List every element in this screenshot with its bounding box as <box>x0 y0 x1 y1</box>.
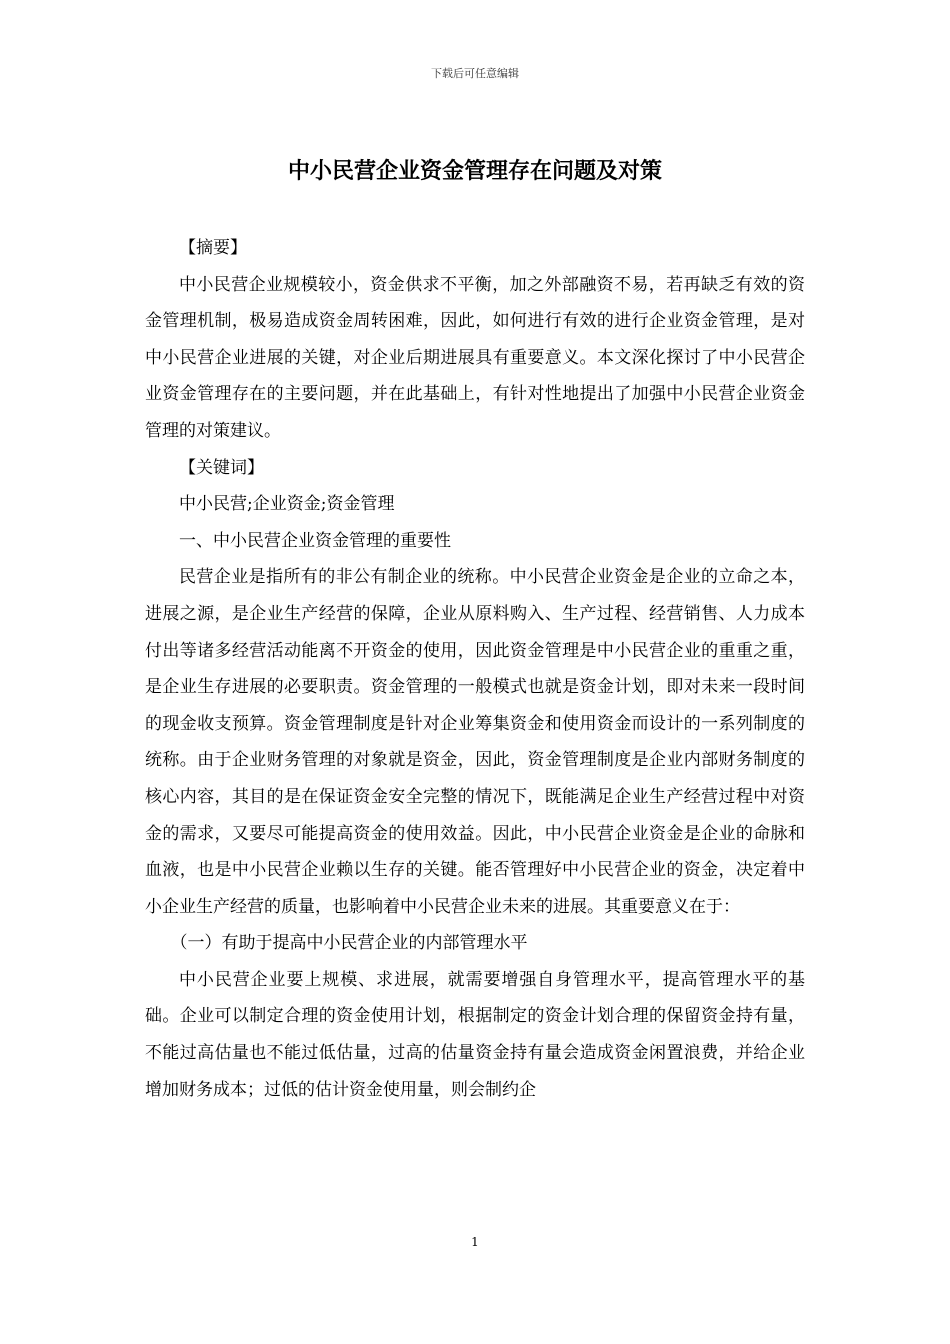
abstract-paragraph: 中小民营企业规模较小，资金供求不平衡，加之外部融资不易，若再缺乏有效的资金管理机制，极易造成资金周转困难，因此，如何进行有效的进行企业资金管理，是对中小民营企业进展的关键，对企业后期进展具有重要意义。本文深化探讨了中小民营企业资金管理存在的主要问题，并在此基础上，有针对性地提出了加强中小民营企业资金管理的对策建议。 <box>145 274 805 441</box>
keywords-text: 中小民营;企业资金;资金管理 <box>179 494 395 515</box>
section-heading: 一、中小民营企业资金管理的重要性 <box>179 530 451 551</box>
document-title: 中小民营企业资金管理存在问题及对策 <box>287 158 662 184</box>
abstract-label: 【摘要】 <box>179 238 247 258</box>
header-note: 下载后可任意编辑 <box>431 67 519 80</box>
page-number: 1 <box>471 1235 479 1249</box>
subsection-paragraph: 中小民营企业要上规模、求进展，就需要增强自身管理水平，提高管理水平的基础。企业可以制定合理的资金使用计划，根据制定的资金计划合理的保留资金持有量，不能过高估量也不能过低估量，过高的估量资金持有量会造成资金闲置浪费，并给企业增加财务成本；过低的估计资金使用量，则会制约企 <box>145 969 805 1100</box>
section-paragraph: 民营企业是指所有的非公有制企业的统称。中小民营企业资金是企业的立命之本，进展之源，是企业生产经营的保障，企业从原料购入、生产过程、经营销售、人力成本付出等诸多经营活动能离不开资金的使用，因此资金管理是中小民营企业的重重之重，是企业生存进展的必要职责。资金管理的一般模式也就是资金计划，即对未来一段时间的现金收支预算。资金管理制度是针对企业筹集资金和使用资金而设计的一系列制度的统称。由于企业财务管理的对象就是资金，因此，资金管理制度是企业内部财务制度的核心内容，其目的是在保证资金安全完整的情况下，既能满足企业生产经营过程中对资金的需求，又要尽可能提高资金的使用效益。因此，中小民营企业资金是企业的命脉和血液，也是中小民营企业赖以生存的关键。能否管理好中小民营企业的资金，决定着中小企业生产经营的质量，也影响着中小民营企业未来的进展。其重要意义在于： <box>145 567 805 917</box>
document-body <box>145 230 805 1108</box>
keywords-label: 【关键词】 <box>179 457 264 478</box>
subsection-heading: （一）有助于提高中小民营企业的内部管理水平 <box>170 933 528 954</box>
